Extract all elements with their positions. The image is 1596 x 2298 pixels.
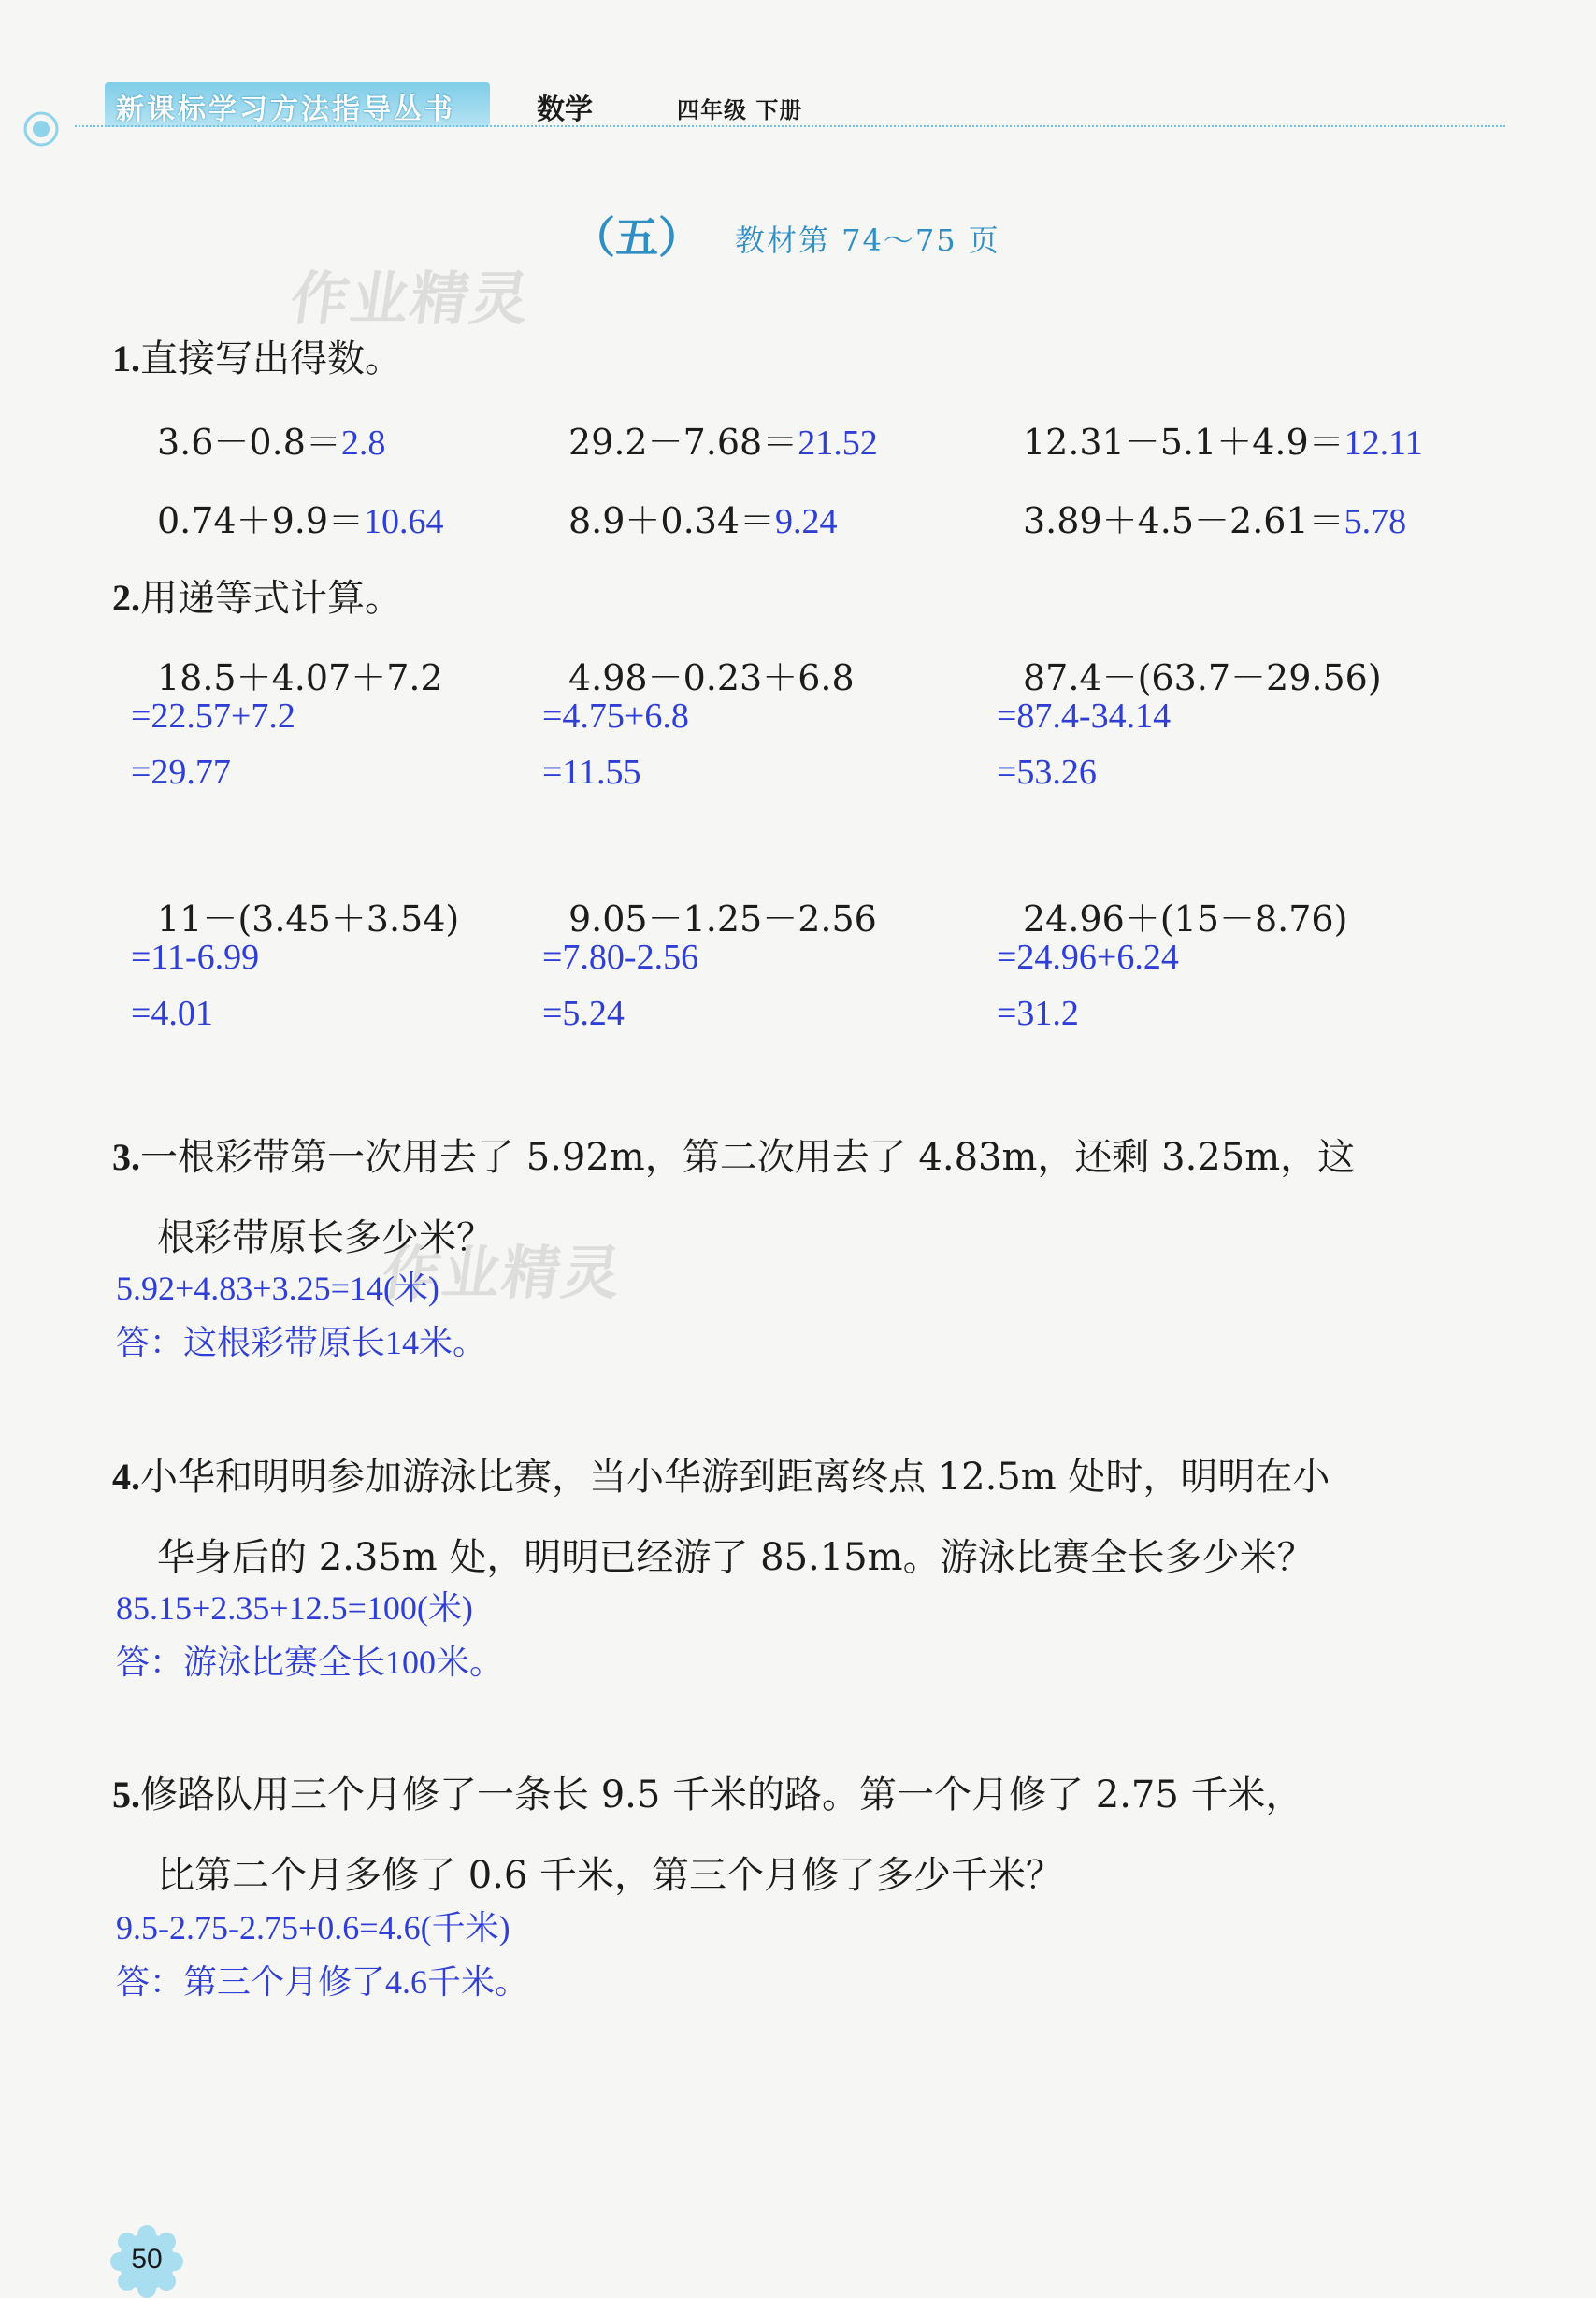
- q2-step: =11.55: [542, 753, 641, 792]
- q3-line-2: 根彩带原长多少米？: [157, 1216, 494, 1259]
- header-divider: [75, 125, 1505, 127]
- header-circle-ornament: [22, 110, 60, 148]
- grade-label: 四年级 下册: [677, 97, 803, 123]
- section-title: （五）: [572, 212, 701, 263]
- q1-expr: 8.9＋0.34＝: [568, 500, 776, 541]
- q1-item-4: [157, 492, 444, 543]
- q3-number: 3.: [112, 1136, 140, 1178]
- q2-step: =31.2: [997, 994, 1079, 1033]
- q1-prompt: 直接写出得数。: [140, 338, 402, 381]
- q3-line-1: [112, 1127, 1355, 1181]
- q4-solution: 85.15+2.35+12.5=100(米): [116, 1589, 473, 1627]
- page-number: 50: [131, 2244, 163, 2275]
- q2-step: =5.24: [542, 994, 625, 1033]
- subject-label: 数学: [537, 93, 593, 126]
- q1-expr: 3.6－0.8＝: [157, 422, 341, 463]
- q1-answer: 2.8: [340, 424, 386, 463]
- watermark-top: 作业精灵: [286, 265, 536, 333]
- q3-solution: 5.92+4.83+3.25=14(米): [116, 1270, 439, 1307]
- q2-expr-4: 11－(3.45＋3.54): [157, 898, 460, 940]
- q1-answer: 5.78: [1344, 502, 1407, 541]
- q4-line-2: 华身后的 2.35m 处，明明已经游了 85.15m。游泳比赛全长多少米？: [157, 1536, 1315, 1579]
- q2-step: =87.4-34.14: [997, 697, 1172, 736]
- q5-line-2: 比第二个月多修了 0.6 千米，第三个月修了多少千米？: [157, 1854, 1064, 1897]
- q4-answer: 答：游泳比赛全长100米。: [116, 1644, 504, 1681]
- q2-step: =29.77: [131, 753, 231, 792]
- q1-heading: [112, 329, 402, 382]
- q2-step: =53.26: [997, 753, 1097, 792]
- q2-step: =24.96+6.24: [997, 938, 1179, 977]
- q1-item-2: [568, 413, 878, 465]
- q3-answer: 答：这根彩带原长14米。: [116, 1324, 487, 1361]
- q2-expr-2: 4.98－0.23＋6.8: [568, 657, 855, 698]
- q2-expr-5: 9.05－1.25－2.56: [568, 898, 877, 940]
- q1-expr: 3.89＋4.5－2.61＝: [1023, 500, 1344, 541]
- q2-expr-1: 18.5＋4.07＋7.2: [157, 657, 443, 698]
- textbook-reference: 教材第 74～75 页: [735, 223, 1000, 258]
- q1-item-3: [1023, 413, 1423, 465]
- q1-expr: 29.2－7.68＝: [568, 422, 798, 463]
- q2-step: =11-6.99: [131, 938, 260, 977]
- q2-step: =4.75+6.8: [542, 697, 689, 736]
- q1-item-6: [1023, 492, 1406, 543]
- q5-answer: 答：第三个月修了4.6千米。: [116, 1963, 529, 2001]
- q1-item-1: [157, 413, 385, 465]
- q2-expr-3: 87.4－(63.7－29.56): [1023, 657, 1382, 698]
- q4-number: 4.: [112, 1456, 140, 1498]
- q2-step: =4.01: [131, 994, 213, 1033]
- q5-solution: 9.5-2.75-2.75+0.6=4.6(千米): [116, 1909, 510, 1946]
- q2-heading: [112, 568, 402, 622]
- q5-line-1: [112, 1765, 1303, 1818]
- q5-number: 5.: [112, 1774, 140, 1816]
- q4-text: 小华和明明参加游泳比赛，当小华游到距离终点 12.5m 处时，明明在小: [140, 1456, 1330, 1499]
- watermark-middle: 作业精灵: [378, 1239, 627, 1307]
- q1-answer: 9.24: [775, 502, 838, 541]
- q1-answer: 12.11: [1344, 424, 1423, 463]
- q1-item-5: [568, 492, 838, 543]
- q1-answer: 10.64: [364, 502, 444, 541]
- q2-step: =7.80-2.56: [542, 938, 699, 977]
- q2-step: =22.57+7.2: [131, 697, 295, 736]
- q1-expr: 12.31－5.1＋4.9＝: [1023, 422, 1344, 463]
- q5-text: 修路队用三个月修了一条长 9.5 千米的路。第一个月修了 2.75 千米，: [140, 1774, 1303, 1817]
- q2-prompt: 用递等式计算。: [140, 577, 402, 620]
- q1-number: 1.: [112, 338, 140, 380]
- q3-text: 一根彩带第一次用去了 5.92m，第二次用去了 4.83m，还剩 3.25m，这: [140, 1136, 1356, 1179]
- series-title: 新课标学习方法指导丛书: [116, 93, 455, 126]
- q4-line-1: [112, 1447, 1330, 1501]
- q2-expr-6: 24.96＋(15－8.76): [1023, 898, 1348, 940]
- q2-number: 2.: [112, 577, 140, 619]
- q1-answer: 21.52: [798, 424, 878, 463]
- q1-expr: 0.74＋9.9＝: [157, 500, 365, 541]
